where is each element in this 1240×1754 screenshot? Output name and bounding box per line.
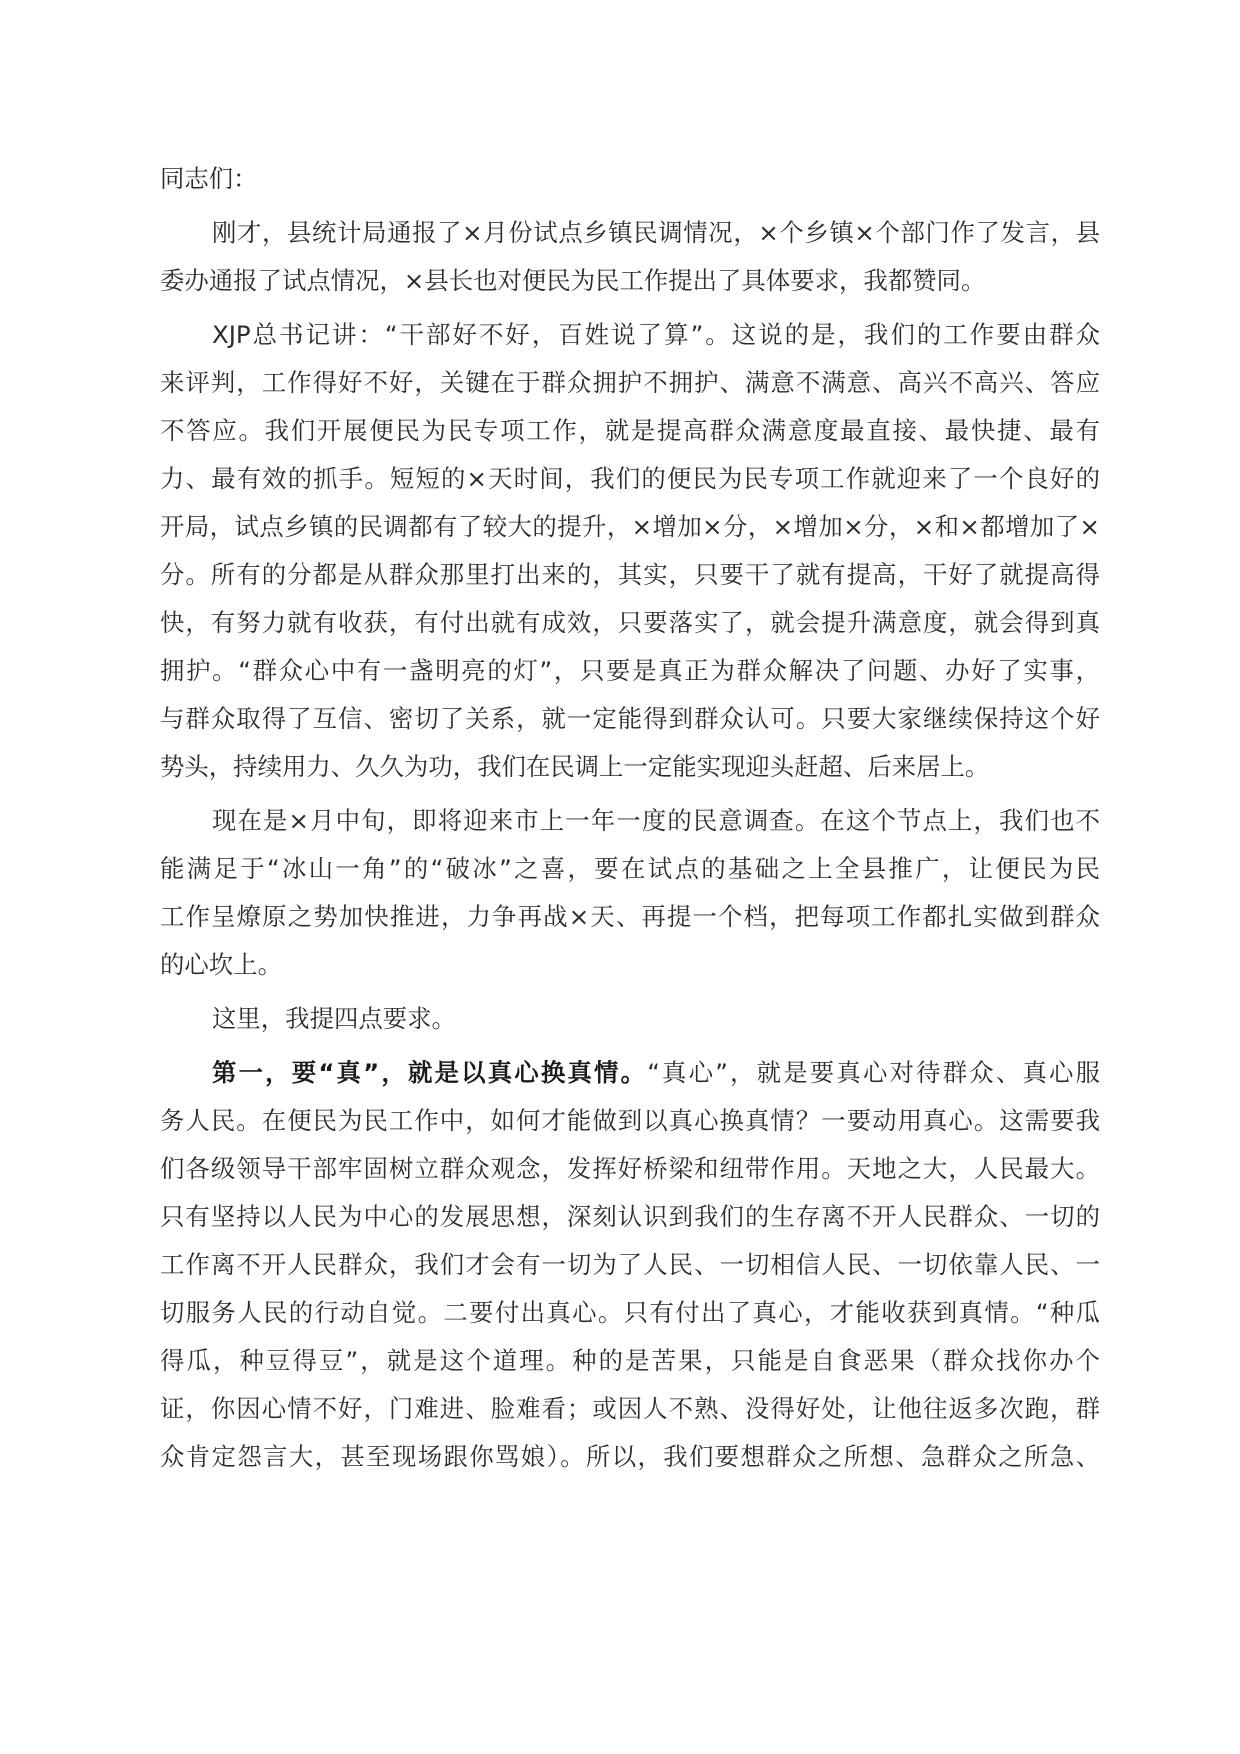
text-span: “真心”，就是要真心对待群众、真心服 bbox=[647, 1058, 1100, 1087]
text-line: 只有坚持以人民为中心的发展思想，深刻认识到我们的生存离不开人民群众、一切的 bbox=[160, 1202, 1100, 1231]
text-line: 势头，持续用力、久久为功，我们在民调上一定能实现迎头赶超、后来居上。 bbox=[160, 752, 990, 781]
text-line: 力、最有效的抓手。短短的×天时间，我们的便民为民专项工作就迎来了一个良好的 bbox=[160, 464, 1100, 493]
text-line: 分。所有的分都是从群众那里打出来的，其实，只要干了就有提高，干好了就提高得 bbox=[160, 560, 1100, 589]
text-line: 快，有努力就有收获，有付出就有成效，只要落实了，就会提升满意度，就会得到真 bbox=[160, 608, 1100, 637]
text-line: 众肯定怨言大，甚至现场跟你骂娘）。所以，我们要想群众之所想、急群众之所急、 bbox=[160, 1442, 1100, 1471]
paragraph-2 bbox=[160, 311, 1100, 791]
text-line: XJP总书记讲：“干部好不好，百姓说了算”。这说的是，我们的工作要由群众 bbox=[212, 320, 1100, 349]
text-line: 现在是×月中旬，即将迎来市上一年一度的民意调查。在这个节点上，我们也不 bbox=[212, 806, 1100, 835]
section-heading-bold: 第一，要“真”，就是以真心换真情。 bbox=[212, 1058, 648, 1087]
text-line: 能满足于“冰山一角”的“破冰”之喜，要在试点的基础之上全县推广，让便民为民 bbox=[160, 854, 1100, 883]
document-page bbox=[160, 155, 1100, 1487]
text-line: 工作呈燎原之势加快推进，力争再战×天、再提一个档，把每项工作都扎实做到群众 bbox=[160, 902, 1100, 931]
text-line: 开局，试点乡镇的民调都有了较大的提升，×增加×分，×增加×分，×和×都增加了× bbox=[160, 512, 1100, 541]
paragraph-1 bbox=[160, 209, 1100, 305]
text-line: 得瓜，种豆得豆”，就是这个道理。种的是苦果，只能是自食恶果（群众找你办个 bbox=[160, 1346, 1100, 1375]
paragraph-4 bbox=[160, 995, 1100, 1043]
text-line: 切服务人民的行动自觉。二要付出真心。只有付出了真心，才能收获到真情。“种瓜 bbox=[160, 1298, 1100, 1327]
text-line: 来评判，工作得好不好，关键在于群众拥护不拥护、满意不满意、高兴不高兴、答应 bbox=[160, 368, 1100, 397]
text-line: 工作离不开人民群众，我们才会有一切为了人民、一切相信人民、一切依靠人民、一 bbox=[160, 1250, 1100, 1279]
salutation: 同志们： bbox=[160, 164, 258, 193]
text-line: 这里，我提四点要求。 bbox=[212, 1004, 456, 1033]
text-line: 不答应。我们开展便民为民专项工作，就是提高群众满意度最直接、最快捷、最有 bbox=[160, 416, 1100, 445]
text-line: 刚才，县统计局通报了×月份试点乡镇民调情况，×个乡镇×个部门作了发言，县 bbox=[212, 218, 1100, 247]
paragraph-5 bbox=[160, 1049, 1100, 1481]
text-line bbox=[160, 1049, 1100, 1097]
text-line: 的心坎上。 bbox=[160, 950, 282, 979]
paragraph-3 bbox=[160, 797, 1100, 989]
text-line: 证，你因心情不好，门难进、脸难看；或因人不熟、没得好处，让他往返多次跑，群 bbox=[160, 1394, 1100, 1423]
text-line: 委办通报了试点情况，×县长也对便民为民工作提出了具体要求，我都赞同。 bbox=[160, 266, 986, 295]
text-line: 务人民。在便民为民工作中，如何才能做到以真心换真情？一要动用真心。这需要我 bbox=[160, 1106, 1100, 1135]
text-line: 与群众取得了互信、密切了关系，就一定能得到群众认可。只要大家继续保持这个好 bbox=[160, 704, 1100, 733]
text-line: 拥护。“群众心中有一盏明亮的灯”，只要是真正为群众解决了问题、办好了实事， bbox=[160, 656, 1100, 685]
text-line: 们各级领导干部牢固树立群众观念，发挥好桥梁和纽带作用。天地之大，人民最大。 bbox=[160, 1154, 1100, 1183]
